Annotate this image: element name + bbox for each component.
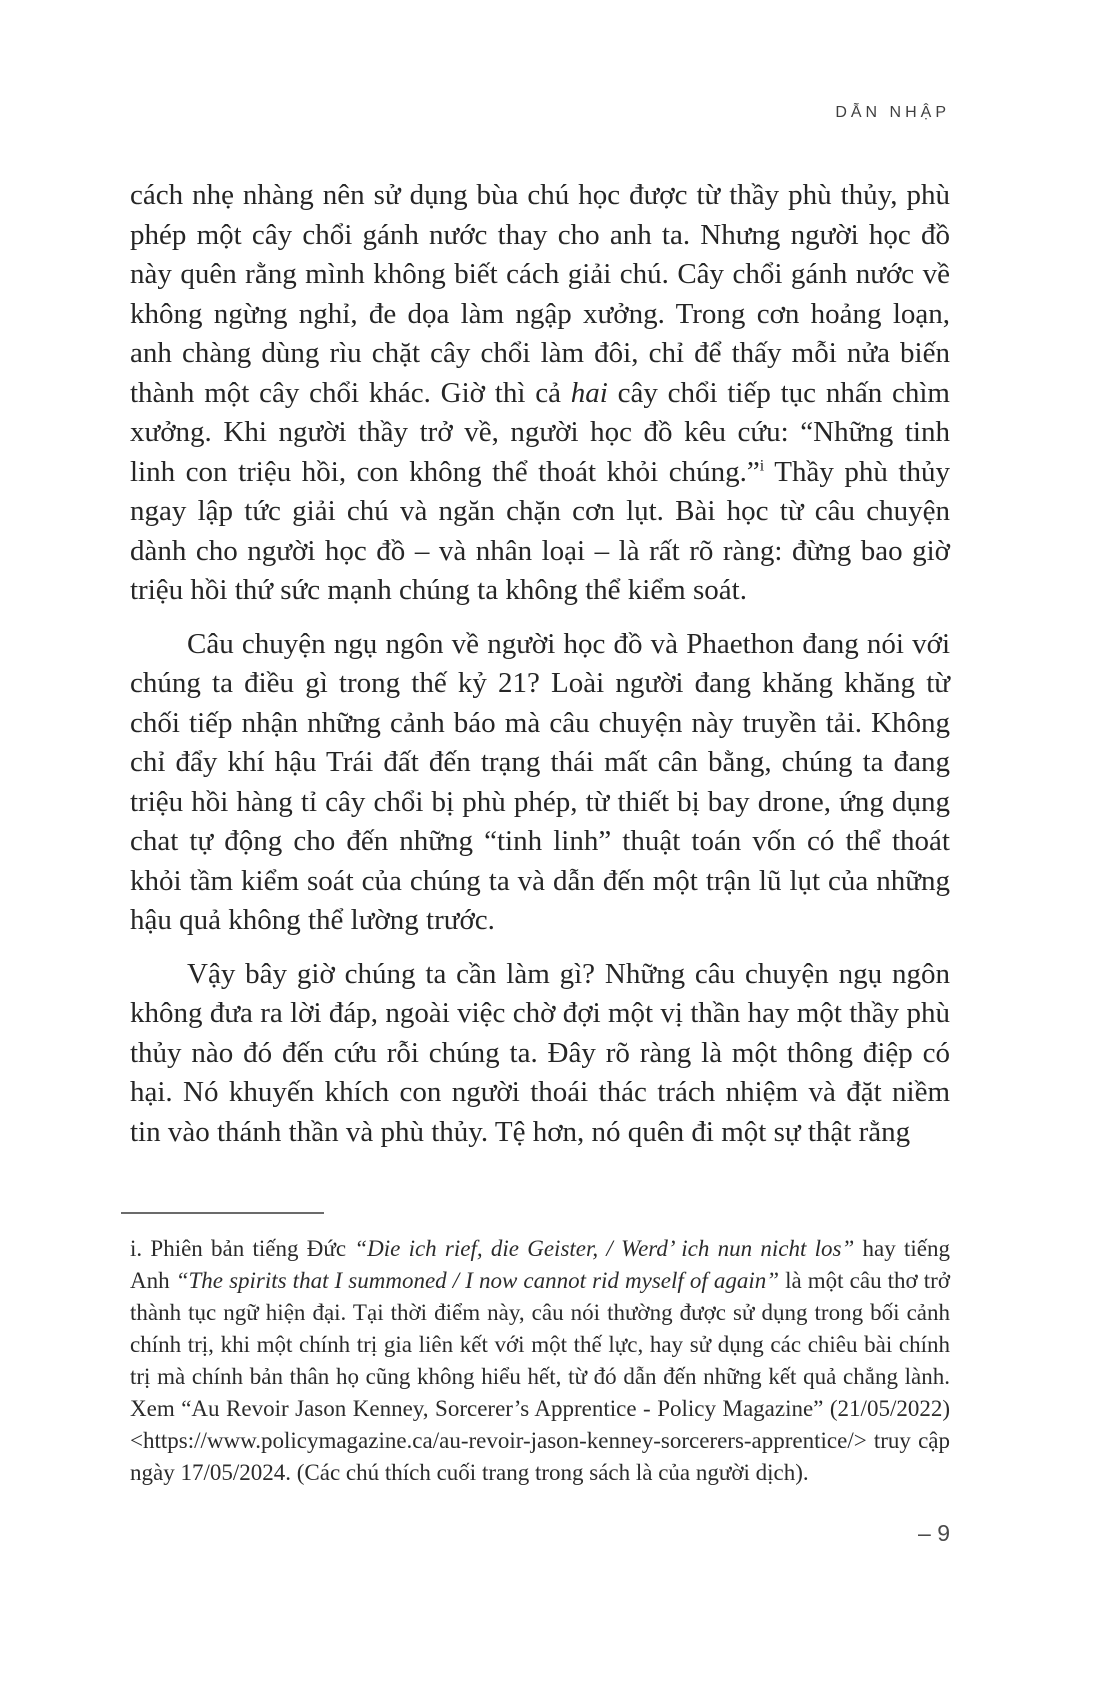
footnote-separator bbox=[121, 1212, 324, 1214]
running-header-chapter-title: DẪN NHẬP bbox=[835, 104, 950, 121]
paragraph-sorcerers-apprentice: cách nhẹ nhàng nên sử dụng bùa chú học được từ thầy phù thủy, phù phép một cây chổi gánh nước thay cho anh ta. Nhưng người học đồ này quên rằng mình không biết cách giải chú. Cây chổi gánh nước về không ngừng nghỉ, đe dọa làm ngập xưởng. Trong cơn hoảng loạn, anh chàng dùng rìu chặt cây chổi làm đôi, chỉ để thấy mỗi nửa biến thành một cây chổi khác. Giờ thì cả hai cây chổi tiếp tục nhấn chìm xưởng. Khi người thầy trở về, người học đồ kêu cứu: “Những tinh linh con triệu hồi, con không thể thoát khỏi chúng.”$^i$ Thầy phù thủy ngay lập tức giải chú và ngăn chặn cơn lụt. Bài học từ câu chuyện dành cho người học đồ – và nhân loại – là rất rõ ràng: đừng bao giờ triệu hồi thứ sức mạnh chúng ta không thể kiểm soát. bbox=[130, 179, 950, 606]
paragraph-21st-century: Câu chuyện ngụ ngôn về người học đồ và Phaethon đang nói với chúng ta điều gì trong thế kỷ 21? Loài người đang khăng khăng từ chối tiếp nhận những cảnh báo mà câu chuyện này truyền tải. Không chỉ đẩy khí hậu Trái đất đến trạng thái mất cân bằng, chúng ta đang triệu hồi hàng tỉ cây chổi bị phù phép, từ thiết bị bay drone, ứng dụng chat tự động cho đến những “tinh linh” thuật toán vốn có thể thoát khỏi tầm kiểm soát của chúng ta và dẫn đến một trận lũ lụt của những hậu quả không thể lường trước. bbox=[130, 627, 950, 936]
paragraph-what-to-do: Vậy bây giờ chúng ta cần làm gì? Những câu chuyện ngụ ngôn không đưa ra lời đáp, ngoài việc chờ đợi một vị thần hay một thầy phù thủy nào đó đến cứu rỗi chúng ta. Đây rõ ràng là một thông điệp có hại. Nó khuyến khích con người thoái thác trách nhiệm và đặt niềm tin vào thánh thần và phù thủy. Tệ hơn, nó quên đi một sự thật rằng bbox=[130, 957, 950, 1148]
body-text bbox=[130, 176, 950, 1152]
footnote-text: i. Phiên bản tiếng Đức “Die ich rief, die Geister, / Werd’ ich nun nicht los” hay tiếng Anh “The spirits that I summoned / I now cannot rid myself of again” là một câu thơ trở thành tục ngữ hiện đại. Tại thời điểm này, câu nói thường được sử dụng trong bối cảnh chính trị, khi một chính trị gia liên kết với một thế lực, hay sử dụng các chiêu bài chính trị mà chính bản thân họ cũng không hiểu hết, từ đó dẫn đến những kết quả chẳng lành. Xem “Au Revoir Jason Kenney, Sorcerer’s Apprentice - Policy Magazine” (21/05/2022) <https://www.policymagazine.ca/au-revoir-jason-kenney-sorcerers-apprentice/> truy cập ngày 17/05/2024. (Các chú thích cuối trang trong sách là của người dịch). bbox=[130, 1236, 950, 1485]
page-number: – 9 bbox=[918, 1520, 950, 1546]
